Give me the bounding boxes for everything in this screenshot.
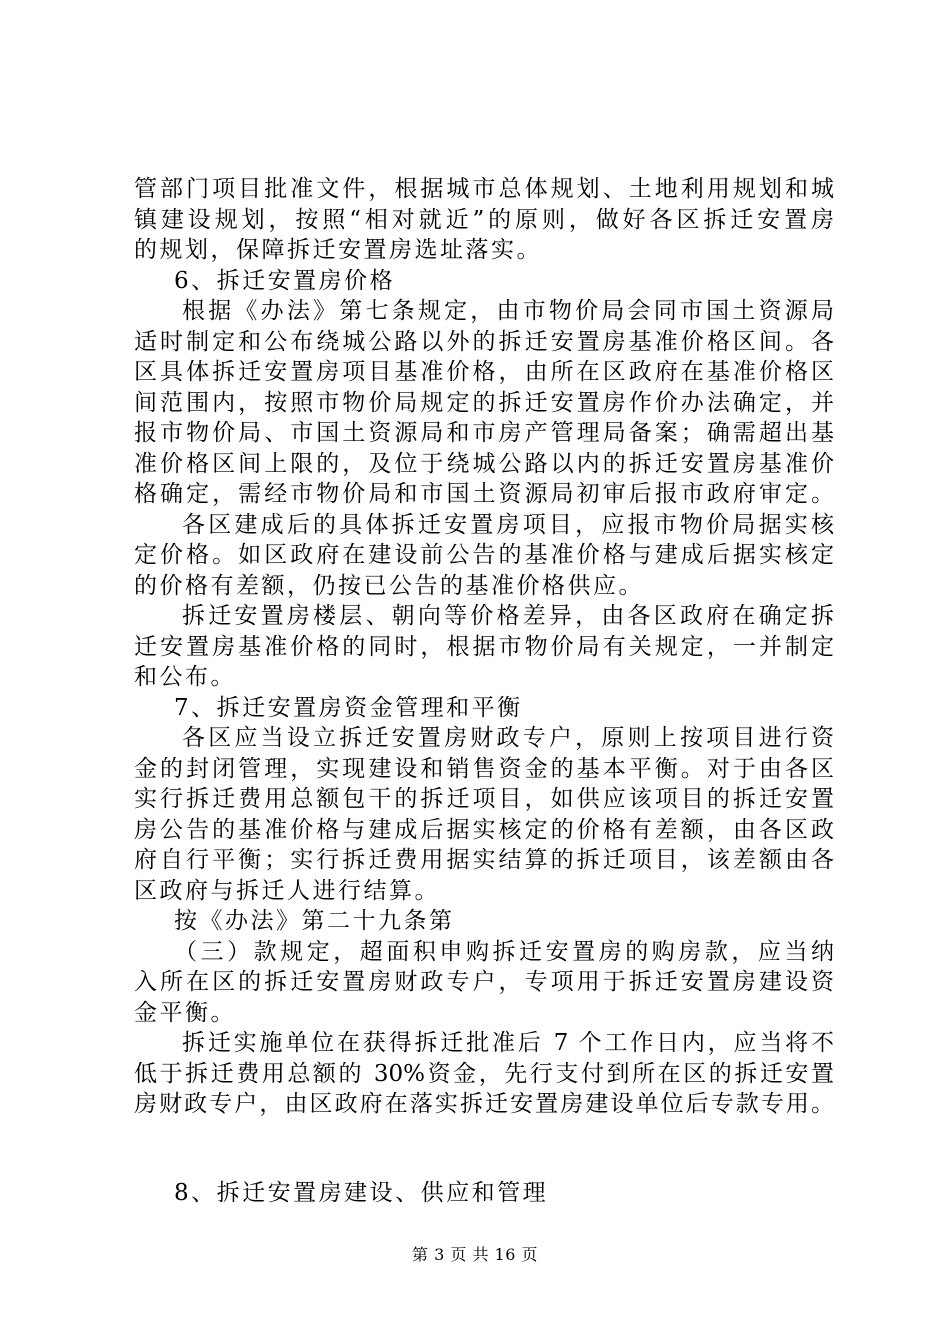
text-line: 准价格区间上限的，及位于绕城公路以内的拆迁安置房基准价 (134, 450, 834, 477)
text-line: 拆迁安置房楼层、朝向等价格差异，由各区政府在确定拆 (182, 603, 834, 629)
text-line: 8、拆迁安置房建设、供应和管理 (174, 1179, 549, 1206)
text-line: 房财政专户，由区政府在落实拆迁安置房建设单位后专款专用。 (134, 1091, 834, 1117)
text-line: 各区建成后的具体拆迁安置房项目，应报市物价局据实核 (182, 511, 834, 538)
text-line: 迁安置房基准价格的同时，根据市物价局有关规定，一并制定 (134, 633, 834, 660)
blank-line (134, 1120, 834, 1178)
text-line: 入所在区的拆迁安置房财政专户，专项用于拆迁安置房建设资 (134, 969, 834, 995)
text-line: 定价格。如区政府在建设前公告的基准价格与建成后据实核定 (134, 542, 834, 568)
text-line: 镇建设规划，按照“相对就近”的原则，做好各区拆迁安置房 (134, 206, 834, 233)
text-line: 低于拆迁费用总额的 30%资金，先行支付到所在区的拆迁安置 (134, 1060, 834, 1087)
text-line: （三）款规定，超面积申购拆迁安置房的购房款，应当纳 (174, 938, 834, 965)
text-line: 区具体拆迁安置房项目基准价格，由所在区政府在基准价格区 (134, 359, 834, 385)
text-line: 和公布。 (134, 664, 236, 690)
text-line: 各区应当设立拆迁安置房财政专户，原则上按项目进行资 (182, 725, 834, 751)
text-line: 实行拆迁费用总额包干的拆迁项目，如供应该项目的拆迁安置 (134, 786, 834, 812)
text-line: 适时制定和公布绕城公路以外的拆迁安置房基准价格区间。各 (134, 328, 834, 355)
text-line: 的规划，保障拆迁安置房选址落实。 (134, 237, 542, 263)
text-line: 格确定，需经市物价局和市国土资源局初审后报市政府审定。 (134, 481, 834, 507)
text-line: 6、拆迁安置房价格 (174, 267, 396, 294)
text-line: 按《办法》第二十九条第 (174, 908, 455, 934)
text-line: 7、拆迁安置房资金管理和平衡 (174, 694, 523, 721)
page-number-footer: 第 3 页 共 16 页 (412, 1245, 538, 1264)
text-line: 金平衡。 (134, 999, 236, 1026)
text-line: 管部门项目批准文件，根据城市总体规划、土地利用规划和城 (134, 176, 834, 202)
text-line: 间范围内，按照市物价局规定的拆迁安置房作价办法确定，并 (134, 389, 834, 416)
text-line: 府自行平衡；实行拆迁费用据实结算的拆迁项目，该差额由各 (134, 847, 834, 873)
text-line: 的价格有差额，仍按已公告的基准价格供应。 (134, 572, 644, 599)
text-line: 报市物价局、市国土资源局和市房产管理局备案；确需超出基 (134, 420, 834, 446)
text-line: 拆迁实施单位在获得拆迁批准后 7 个工作日内，应当将不 (182, 1030, 834, 1056)
document-body (134, 174, 834, 1208)
text-line: 金的封闭管理，实现建设和销售资金的基本平衡。对于由各区 (134, 755, 834, 782)
text-line: 根据《办法》第七条规定，由市物价局会同市国土资源局 (182, 298, 834, 324)
text-line: 区政府与拆迁人进行结算。 (134, 877, 440, 904)
text-line: 房公告的基准价格与建成后据实核定的价格有差额，由各区政 (134, 816, 834, 843)
